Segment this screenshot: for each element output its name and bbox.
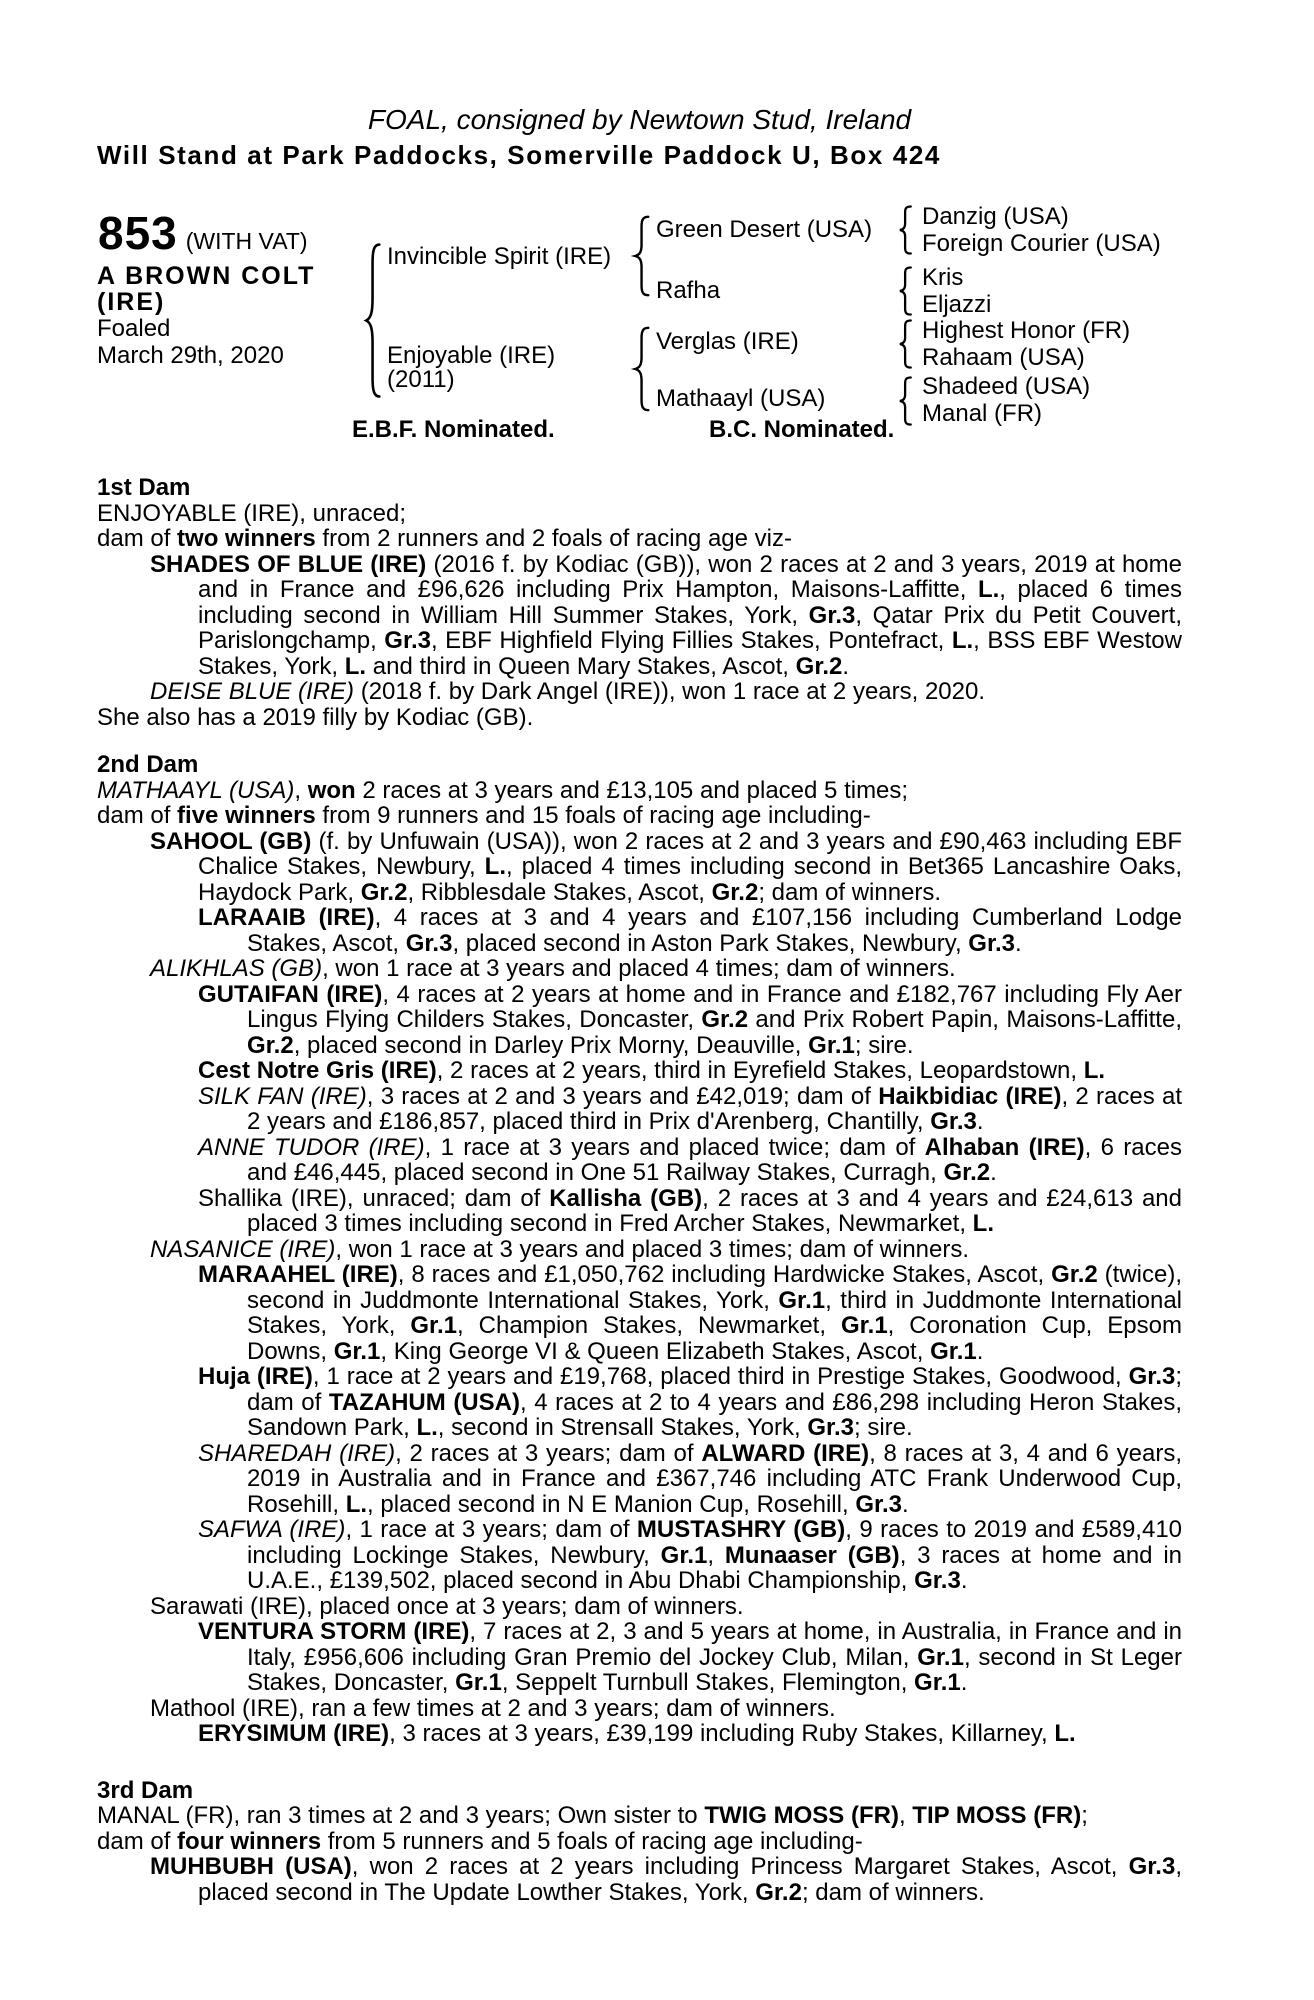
entry-muhbubh: MUHBUBH (USA), won 2 races at 2 years including Princess Margaret Stakes, Ascot, Gr.3, placed second in The Update Lowther Stakes, York, Gr.2; dam of winners. <box>150 1853 1182 1906</box>
gen3-name-8: Manal (FR) <box>922 400 1043 427</box>
entry-mathool: Mathool (IRE), ran a few times at 2 and 3 years; dam of winners. <box>150 1694 836 1722</box>
foaled-date: March 29th, 2020 <box>97 342 284 369</box>
entry-safwa: SAFWA (IRE), 1 race at 3 years; dam of MUSTASHRY (GB), 9 races to 2019 and £589,410 including Lockinge Stakes, Newbury, Gr.1, Munaaser (GB), 3 races at home and in U.A.E., £139,502, placed second in Abu Dhabi Championship, Gr.3. <box>198 1516 1183 1594</box>
colt-country-suffix: (IRE) <box>97 288 166 316</box>
dam1-produce-line: dam of two winners from 2 runners and 2 foals of racing age viz- <box>97 525 792 552</box>
gen3-name-6: Rahaam (USA) <box>922 344 1085 371</box>
gen3-name-4: Eljazzi <box>922 291 992 318</box>
dam2-name-line: MATHAAYL (USA), won 2 races at 3 years and £13,105 and placed 5 times; <box>97 776 909 804</box>
granddam-name: Rafha <box>656 277 721 304</box>
entry-erysimum: ERYSIMUM (IRE), 3 races at 3 years, £39,199 including Ruby Stakes, Killarney, L. <box>198 1720 1076 1747</box>
dam-name: Enjoyable (IRE) <box>387 342 556 369</box>
entry-ventura-storm: VENTURA STORM (IRE), 7 races at 2, 3 and 5 years at home, in Australia, in France and in Italy, £956,606 including Gran Premio del Jockey Club, Milan, Gr.1, second in St Leger Stakes, Doncaster, Gr.1, Seppelt Turnbull Stakes, Flemington, Gr.1. <box>198 1618 1183 1696</box>
entry-nasanice: NASANICE (IRE), won 1 race at 3 years and placed 3 times; dam of winners. <box>150 1235 970 1263</box>
lot-line <box>98 206 308 260</box>
entry-shades-of-blue: SHADES OF BLUE (IRE) (2016 f. by Kodiac (GB)), won 2 races at 2 and 3 years, 2019 at home and in France and £96,626 including Prix Hampton, Maisons-Laffitte, L., placed 6 times including second in William Hill Summer Stakes, York, Gr.3, Qatar Prix du Petit Couvert, Parislongchamp, Gr.3, EBF Highfield Flying Fillies Stakes, Pontefract, L., BSS EBF Westow Stakes, York, L. and third in Queen Mary Stakes, Ascot, Gr.2. <box>150 550 1182 680</box>
dam2-produce-line: dam of five winners from 9 runners and 15 foals of racing age including- <box>97 802 871 829</box>
pedigree-brace-gen3-2 <box>898 267 913 315</box>
entry-gutaifan: GUTAIFAN (IRE), 4 races at 2 years at home and in France and £182,767 including Fly Aer Lingus Flying Childers Stakes, Doncaster, Gr.2 and Prix Robert Papin, Maisons-Laffitte, Gr.2, placed second in Darley Prix Morny, Deauville, Gr.1; sire. <box>198 980 1182 1059</box>
colt-description: A BROWN COLT <box>97 262 316 290</box>
gen3-name-2: Foreign Courier (USA) <box>922 230 1161 257</box>
entry-laraaib: LARAAIB (IRE), 4 races at 3 and 4 years and £107,156 including Cumberland Lodge Stakes, Ascot, Gr.3, placed second in Aston Park Stakes, Newbury, Gr.3. <box>198 904 1182 957</box>
lot-number: 853 <box>98 207 178 259</box>
dam3-produce-line: dam of four winners from 5 runners and 5 foals of racing age including- <box>97 1827 863 1855</box>
dam3-name-line: MANAL (FR), ran 3 times at 2 and 3 years; Own sister to TWIG MOSS (FR), TIP MOSS (FR); <box>97 1802 1088 1829</box>
pedigree-brace-sire <box>633 216 651 296</box>
dam1-note-line: She also has a 2019 filly by Kodiac (GB). <box>97 703 534 731</box>
lot-vat-note: (WITH VAT) <box>185 228 308 254</box>
pedigree-brace-gen1 <box>364 243 382 398</box>
entry-deise-blue: DEISE BLUE (IRE) (2018 f. by Dark Angel (IRE)), won 1 race at 2 years, 2020. <box>150 678 986 705</box>
entry-shallika: Shallika (IRE), unraced; dam of Kallisha (GB), 2 races at 3 and 4 years and £24,613 and placed 3 times including second in Fred Archer Stakes, Newmarket, L. <box>198 1184 1182 1237</box>
dam1-name-line: ENJOYABLE (IRE), unraced; <box>97 499 406 527</box>
pedigree-brace-gen3-3 <box>898 320 913 368</box>
second-dam-heading: 2nd Dam <box>97 751 199 778</box>
gen3-name-3: Kris <box>922 264 964 291</box>
ebf-nominated-label: E.B.F. Nominated. <box>352 416 555 443</box>
entry-cest-notre-gris: Cest Notre Gris (IRE), 2 races at 2 years, third in Eyrefield Stakes, Leopardstown, L. <box>198 1057 1106 1084</box>
damsire-name: Verglas (IRE) <box>656 328 799 355</box>
bc-nominated-label: B.C. Nominated. <box>709 416 895 443</box>
entry-sarawati: Sarawati (IRE), placed once at 3 years; dam of winners. <box>150 1592 744 1620</box>
consignment-title: FOAL, consigned by Newtown Stud, Ireland <box>367 104 912 135</box>
stand-location-line: Will Stand at Park Paddocks, Somerville Paddock U, Box 424 <box>97 140 941 170</box>
dam-year: (2011) <box>387 366 455 393</box>
foaled-label: Foaled <box>97 315 171 342</box>
entry-silk-fan: SILK FAN (IRE), 3 races at 2 and 3 years and £42,019; dam of Haikbidiac (IRE), 2 races at 2 years and £186,857, placed third in Prix d'Arenberg, Chantilly, Gr.3. <box>198 1082 1182 1135</box>
gen3-name-7: Shadeed (USA) <box>922 373 1091 400</box>
grandsire-name: Green Desert (USA) <box>656 216 873 243</box>
gen3-name-1: Danzig (USA) <box>922 203 1069 230</box>
pedigree-brace-gen3-1 <box>898 206 913 254</box>
first-dam-section <box>97 475 1182 730</box>
gen3-name-5: Highest Honor (FR) <box>922 317 1131 344</box>
pedigree-brace-gen3-4 <box>898 377 913 425</box>
entry-huja: Huja (IRE), 1 race at 2 years and £19,768, placed third in Prestige Stakes, Goodwood, Gr.3; dam of TAZAHUM (USA), 4 races at 2 to 4 years and £86,298 including Heron Stakes, Sandown Park, L., second in Strensall Stakes, York, Gr.3; sire. <box>198 1363 1183 1441</box>
entry-alikhlas: ALIKHLAS (GB), won 1 race at 3 years and placed 4 times; dam of winners. <box>150 955 956 982</box>
pedigree-brace-dam <box>633 327 651 411</box>
entry-sharedah: SHAREDAH (IRE), 2 races at 3 years; dam of ALWARD (IRE), 8 races at 3, 4 and 6 years, 2019 in Australia and in France and £367,746 including ATC Frank Underwood Cup, Rosehill, L., placed second in N E Manion Cup, Rosehill, Gr.3. <box>198 1439 1183 1518</box>
third-dam-heading: 3rd Dam <box>97 1776 194 1804</box>
first-dam-heading: 1st Dam <box>97 474 191 501</box>
third-dam-section <box>97 1778 1182 1906</box>
sire-name: Invincible Spirit (IRE) <box>387 243 612 270</box>
second-dam-name: Mathaayl (USA) <box>656 385 826 412</box>
entry-anne-tudor: ANNE TUDOR (IRE), 1 race at 3 years and placed twice; dam of Alhaban (IRE), 6 races and £46,445, placed second in One 51 Railway Stakes, Curragh, Gr.2. <box>198 1133 1182 1186</box>
entry-sahool: SAHOOL (GB) (f. by Unfuwain (USA)), won 2 races at 2 and 3 years and £90,463 including EBF Chalice Stakes, Newbury, L., placed 4 times including second in Bet365 Lancashire Oaks, Haydock Park, Gr.2, Ribblesdale Stakes, Ascot, Gr.2; dam of winners. <box>150 827 1182 906</box>
second-dam-section <box>97 752 1182 1747</box>
pedigree-text-body <box>97 475 1182 1905</box>
entry-maraahel: MARAAHEL (IRE), 8 races and £1,050,762 including Hardwicke Stakes, Ascot, Gr.2 (twice), second in Juddmonte International Stakes, York, Gr.1, third in Juddmonte International Stakes, York, Gr.1, Champion Stakes, Newmarket, Gr.1, Coronation Cup, Epsom Downs, Gr.1, King George VI & Queen Elizabeth Stakes, Ascot, Gr.1. <box>198 1261 1183 1365</box>
